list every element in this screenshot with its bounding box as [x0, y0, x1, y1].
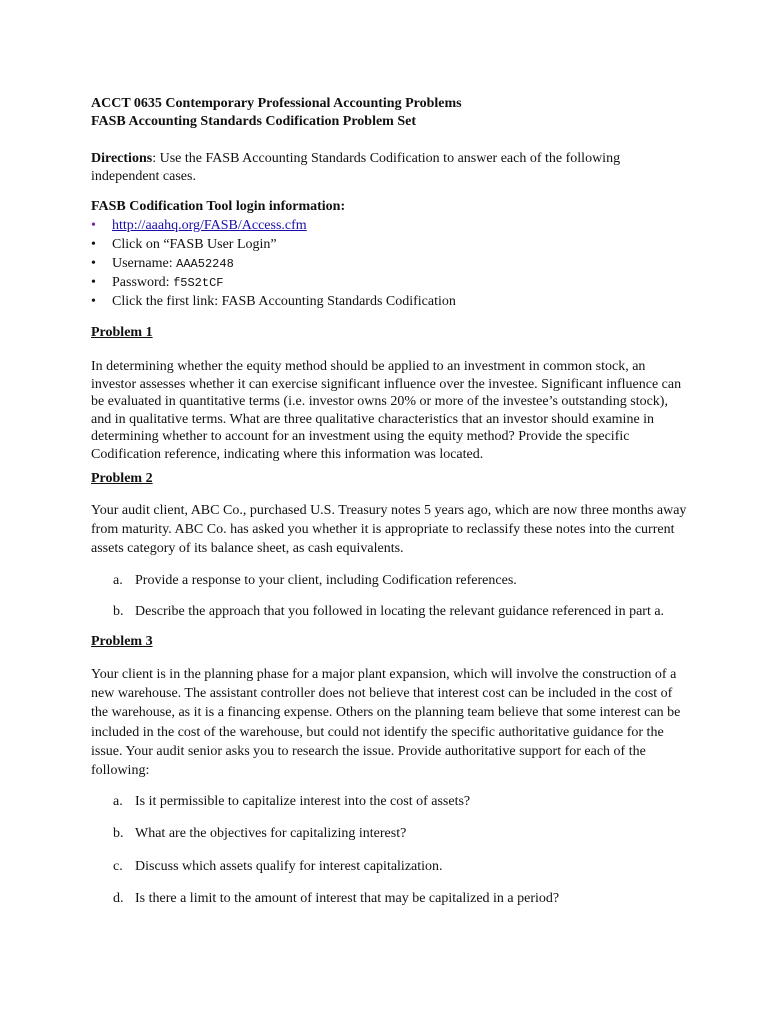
password-value: f5S2tCF: [173, 276, 224, 290]
document-header: [91, 95, 688, 131]
username-value: AAA52248: [176, 257, 234, 271]
directions-label: Directions: [91, 151, 153, 166]
problem-set-title: FASB Accounting Standards Codification Problem Set: [91, 114, 417, 129]
item-text: Discuss which assets qualify for interest capitalization.: [135, 859, 443, 874]
problem-3-item-b: [113, 824, 708, 843]
problem-3-item-c: [113, 857, 708, 876]
bullet-icon: •: [91, 275, 96, 290]
login-list: [91, 216, 688, 311]
bullet-icon: •: [91, 237, 96, 252]
problem-2-item-a: [113, 571, 708, 590]
username-label: Username:: [112, 256, 177, 271]
login-step-text: Click the first link: FASB Accounting Standards Codification: [112, 294, 456, 309]
fasb-access-link[interactable]: http://aaahq.org/FASB/Access.cfm: [112, 218, 307, 233]
bullet-icon: •: [91, 256, 96, 271]
item-text: Describe the approach that you followed in locating the relevant guidance referenced in part a.: [135, 604, 665, 619]
problem-3-item-d: [113, 889, 708, 908]
list-item: [91, 216, 688, 235]
list-item: [91, 235, 688, 254]
bullet-icon: •: [91, 218, 96, 233]
password-label: Password:: [112, 275, 174, 290]
login-step-text: Click on “FASB User Login”: [112, 237, 277, 252]
item-label: b.: [113, 826, 124, 841]
item-text: Is it permissible to capitalize interest into the cost of assets?: [135, 794, 471, 809]
item-text: Is there a limit to the amount of interest that may be capitalized in a period?: [135, 891, 560, 906]
directions: [91, 150, 688, 185]
problem-2-text: Your audit client, ABC Co., purchased U.S. Treasury notes 5 years ago, which are now three months away from maturity. ABC Co. has asked you whether it is appropriate to reclassify these notes into the current assets category of its balance sheet, as cash equivalents.: [91, 503, 687, 557]
item-label: c.: [113, 859, 123, 874]
problem-1-title: Problem 1: [91, 325, 153, 340]
list-item: [91, 273, 688, 292]
course-title: ACCT 0635 Contemporary Professional Accounting Problems: [91, 96, 462, 111]
item-text: Provide a response to your client, including Codification references.: [135, 573, 517, 588]
problem-3-title: Problem 3: [91, 634, 153, 649]
login-section: [91, 198, 688, 311]
problem-3-text: Your client is in the planning phase for a major plant expansion, which will involve the construction of a new warehouse. The assistant controller does not believe that interest cost can be included in the cost of the warehouse, as it is a financing expense. Others on the planning team believe that some interest can be included in the cost of the warehouse, but could not identify the specific authoritative guidance for the issue. Your audit senior asks you to research the issue. Provide authoritative support for each of the following:: [91, 667, 681, 779]
item-text: What are the objectives for capitalizing interest?: [135, 826, 407, 841]
item-label: a.: [113, 573, 123, 588]
directions-text: : Use the FASB Accounting Standards Codification to answer each of the following independent cases.: [91, 151, 621, 184]
list-item: [91, 254, 688, 273]
problem-1-text: In determining whether the equity method should be applied to an investment in common stock, an investor assesses whether it can exercise significant influence over the investee. Significant influence can be evaluated in quantitative terms (i.e. investor owns 20% or more of the investee’s outstanding stock), and in qualitative terms. What are three qualitative characteristics that an investor should examine in determining whether to account for an investment using the equity method? Provide the specific Codification reference, indicating where this information was located.: [91, 359, 682, 462]
problem-2-title: Problem 2: [91, 471, 153, 486]
problem-2-item-b: [113, 602, 708, 621]
item-label: a.: [113, 794, 123, 809]
problem-3-item-a: [113, 792, 708, 811]
item-label: d.: [113, 891, 124, 906]
login-heading: FASB Codification Tool login information:: [91, 199, 346, 214]
item-label: b.: [113, 604, 124, 619]
bullet-icon: •: [91, 294, 96, 309]
list-item: [91, 292, 688, 311]
